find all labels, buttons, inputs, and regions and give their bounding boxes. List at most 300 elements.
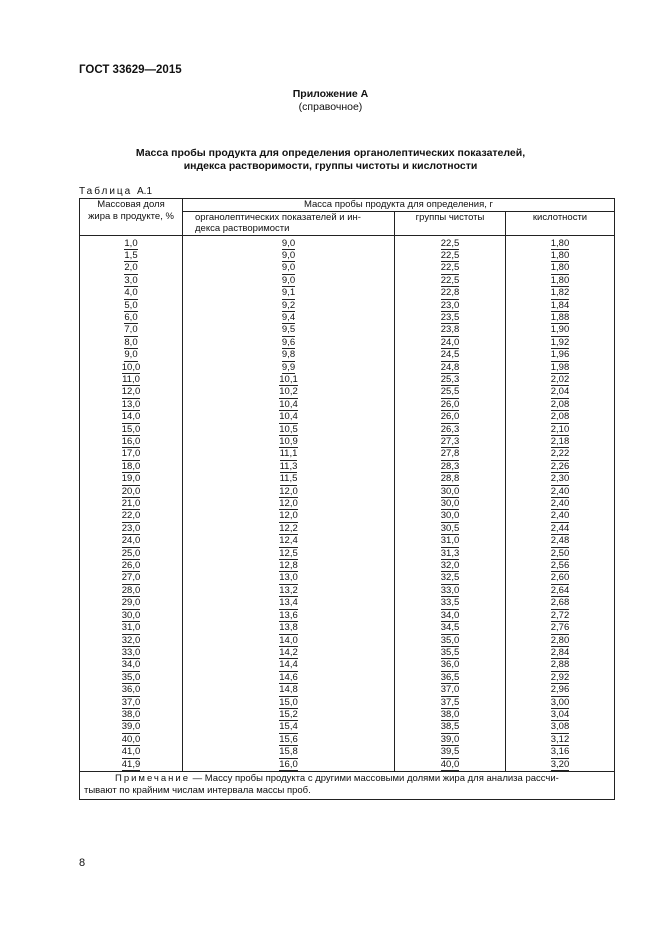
cell-acidity-mass — [506, 572, 615, 584]
cell-value: 22,5 — [440, 262, 460, 274]
cell-purity-mass — [395, 235, 506, 250]
cell-acidity-mass — [506, 461, 615, 473]
cell-value: 3,16 — [550, 746, 570, 758]
cell-fat-fraction — [80, 535, 183, 547]
cell-value: 35,0 — [121, 671, 141, 683]
cell-value: 17,0 — [121, 448, 141, 460]
cell-value: 2,26 — [550, 460, 570, 472]
cell-acidity-mass — [506, 498, 615, 510]
table-row — [80, 548, 615, 560]
cell-fat-fraction — [80, 337, 183, 349]
cell-value: 30,5 — [440, 522, 460, 534]
cell-value: 1,84 — [550, 299, 570, 311]
cell-value: 40,0 — [440, 758, 460, 770]
cell-value: 7,0 — [124, 324, 138, 336]
table-row — [80, 647, 615, 659]
cell-purity-mass — [395, 399, 506, 411]
cell-acidity-mass — [506, 548, 615, 560]
cell-value: 9,6 — [281, 336, 296, 348]
cell-value: 9,1 — [281, 287, 296, 299]
cell-value: 13,0 — [121, 398, 141, 410]
cell-value: 9,4 — [281, 311, 296, 323]
cell-purity-mass — [395, 535, 506, 547]
cell-value: 13,0 — [279, 572, 298, 584]
cell-fat-fraction — [80, 486, 183, 498]
cell-organoleptic-mass — [183, 386, 395, 398]
cell-organoleptic-mass — [183, 684, 395, 696]
table-row — [80, 523, 615, 535]
cell-value: 2,84 — [550, 646, 570, 658]
cell-value: 2,76 — [550, 622, 570, 634]
cell-fat-fraction — [80, 510, 183, 522]
table-row — [80, 486, 615, 498]
cell-value: 41,9 — [121, 758, 141, 770]
cell-organoleptic-mass — [183, 486, 395, 498]
cell-purity-mass — [395, 510, 506, 522]
cell-purity-mass — [395, 672, 506, 684]
cell-acidity-mass — [506, 759, 615, 772]
cell-value: 23,0 — [440, 299, 460, 311]
cell-fat-fraction — [80, 448, 183, 460]
cell-value: 36,0 — [440, 659, 460, 671]
document-code: ГОСТ 33629—2015 — [79, 64, 182, 76]
cell-value: 14,8 — [279, 684, 298, 696]
cell-organoleptic-mass — [183, 560, 395, 572]
cell-acidity-mass — [506, 337, 615, 349]
cell-value: 2,64 — [550, 584, 570, 596]
cell-purity-mass — [395, 386, 506, 398]
cell-value: 28,3 — [440, 460, 460, 472]
cell-value: 27,8 — [440, 448, 460, 460]
cell-purity-mass — [395, 647, 506, 659]
cell-value: 28,0 — [121, 584, 141, 596]
table-row — [80, 610, 615, 622]
cell-purity-mass — [395, 362, 506, 374]
cell-acidity-mass — [506, 374, 615, 386]
cell-value: 10,9 — [279, 436, 298, 447]
cell-organoleptic-mass — [183, 399, 395, 411]
cell-value: 31,0 — [121, 622, 141, 634]
cell-purity-mass — [395, 572, 506, 584]
cell-value: 11,3 — [279, 460, 298, 472]
title-line-2: индекса растворимости, группы чистоты и кислотности — [183, 160, 478, 172]
cell-organoleptic-mass — [183, 585, 395, 597]
cell-purity-mass — [395, 684, 506, 696]
cell-value: 9,0 — [281, 249, 296, 261]
cell-purity-mass — [395, 436, 506, 448]
cell-fat-fraction — [80, 374, 183, 386]
cell-value: 39,5 — [440, 746, 460, 758]
cell-value: 25,0 — [121, 547, 141, 559]
cell-organoleptic-mass — [183, 473, 395, 485]
cell-acidity-mass — [506, 399, 615, 411]
cell-purity-mass — [395, 461, 506, 473]
note-line-1: — Массу пробы продукта с другими массовыми долями жира для анализа рассчи- — [190, 772, 559, 784]
table-row — [80, 672, 615, 684]
cell-value: 3,08 — [550, 721, 570, 733]
cell-acidity-mass — [506, 235, 615, 250]
cell-organoleptic-mass — [183, 610, 395, 622]
cell-value: 2,40 — [550, 485, 570, 497]
table-row — [80, 498, 615, 510]
table-row — [80, 659, 615, 671]
cell-value: 23,0 — [121, 522, 141, 534]
cell-fat-fraction — [80, 262, 183, 274]
table-row — [80, 324, 615, 336]
cell-fat-fraction — [80, 349, 183, 361]
table-row — [80, 287, 615, 299]
cell-value: 11,1 — [279, 448, 298, 460]
cell-purity-mass — [395, 597, 506, 609]
cell-value: 12,8 — [279, 560, 298, 572]
cell-value: 2,40 — [550, 498, 570, 510]
cell-organoleptic-mass — [183, 436, 395, 448]
table-row — [80, 448, 615, 460]
table-row — [80, 399, 615, 411]
cell-organoleptic-mass — [183, 362, 395, 374]
cell-purity-mass — [395, 759, 506, 772]
cell-value: 22,5 — [440, 237, 460, 249]
cell-value: 2,04 — [550, 386, 570, 398]
cell-organoleptic-mass — [183, 510, 395, 522]
cell-value: 1,80 — [550, 249, 570, 261]
cell-organoleptic-mass — [183, 635, 395, 647]
cell-organoleptic-mass — [183, 324, 395, 336]
cell-acidity-mass — [506, 312, 615, 324]
cell-purity-mass — [395, 337, 506, 349]
cell-value: 33,0 — [121, 646, 141, 658]
cell-value: 12,0 — [279, 485, 298, 497]
cell-organoleptic-mass — [183, 523, 395, 535]
cell-value: 35,5 — [440, 646, 460, 658]
cell-value: 1,90 — [550, 324, 570, 336]
cell-value: 9,0 — [281, 237, 296, 249]
cell-fat-fraction — [80, 672, 183, 684]
cell-purity-mass — [395, 411, 506, 423]
header-org-line-2: декса растворимости — [195, 223, 290, 234]
table-row — [80, 597, 615, 609]
cell-value: 2,22 — [550, 448, 570, 460]
cell-organoleptic-mass — [183, 734, 395, 746]
table-row — [80, 510, 615, 522]
cell-value: 1,5 — [124, 249, 138, 261]
cell-acidity-mass — [506, 734, 615, 746]
cell-value: 29,0 — [121, 597, 141, 609]
cell-value: 2,72 — [550, 609, 570, 621]
cell-fat-fraction — [80, 523, 183, 535]
table-label-number: А.1 — [137, 186, 153, 197]
table-row — [80, 411, 615, 423]
cell-acidity-mass — [506, 349, 615, 361]
cell-organoleptic-mass — [183, 622, 395, 634]
cell-acidity-mass — [506, 697, 615, 709]
cell-value: 3,00 — [550, 696, 570, 708]
cell-value: 9,0 — [281, 274, 296, 286]
cell-acidity-mass — [506, 287, 615, 299]
cell-fat-fraction — [80, 386, 183, 398]
cell-purity-mass — [395, 734, 506, 746]
cell-value: 38,0 — [440, 708, 460, 720]
cell-value: 12,2 — [279, 522, 298, 534]
cell-fat-fraction — [80, 399, 183, 411]
table-row — [80, 424, 615, 436]
cell-value: 14,0 — [121, 411, 141, 423]
cell-value: 2,40 — [550, 510, 570, 522]
cell-organoleptic-mass — [183, 659, 395, 671]
cell-value: 1,92 — [550, 336, 570, 348]
cell-purity-mass — [395, 721, 506, 733]
table-label-word: Таблица — [79, 186, 133, 197]
appendix-heading — [0, 88, 661, 114]
cell-value: 2,68 — [550, 597, 570, 609]
cell-value: 23,5 — [440, 311, 460, 323]
cell-purity-mass — [395, 250, 506, 262]
cell-value: 15,6 — [279, 733, 298, 745]
cell-fat-fraction — [80, 275, 183, 287]
cell-value: 2,44 — [550, 522, 570, 534]
cell-organoleptic-mass — [183, 498, 395, 510]
cell-value: 6,0 — [124, 311, 138, 323]
header-fat-line-1: Массовая доля — [97, 199, 165, 210]
table-row — [80, 697, 615, 709]
cell-acidity-mass — [506, 250, 615, 262]
cell-value: 2,48 — [550, 535, 570, 547]
cell-organoleptic-mass — [183, 275, 395, 287]
cell-purity-mass — [395, 610, 506, 622]
cell-value: 2,56 — [550, 560, 570, 572]
cell-value: 11,0 — [122, 373, 140, 385]
cell-value: 12,4 — [279, 535, 298, 547]
cell-fat-fraction — [80, 300, 183, 312]
cell-purity-mass — [395, 498, 506, 510]
cell-purity-mass — [395, 324, 506, 336]
appendix-title: Приложение А — [292, 88, 369, 100]
table-row — [80, 684, 615, 696]
cell-value: 25,3 — [440, 373, 460, 385]
cell-purity-mass — [395, 659, 506, 671]
cell-value: 26,3 — [440, 423, 460, 435]
cell-value: 32,5 — [440, 572, 460, 584]
cell-value: 2,0 — [124, 262, 138, 274]
cell-value: 15,0 — [279, 696, 298, 708]
cell-value: 1,80 — [550, 262, 570, 274]
cell-organoleptic-mass — [183, 312, 395, 324]
cell-value: 35,0 — [440, 634, 460, 646]
cell-acidity-mass — [506, 597, 615, 609]
cell-value: 1,82 — [550, 287, 570, 299]
cell-purity-mass — [395, 448, 506, 460]
cell-organoleptic-mass — [183, 287, 395, 299]
cell-value: 14,0 — [279, 634, 298, 646]
cell-value: 1,0 — [124, 237, 138, 249]
cell-organoleptic-mass — [183, 597, 395, 609]
cell-acidity-mass — [506, 746, 615, 758]
cell-purity-mass — [395, 523, 506, 535]
cell-acidity-mass — [506, 424, 615, 436]
cell-value: 30,0 — [440, 510, 460, 522]
cell-purity-mass — [395, 262, 506, 274]
cell-fat-fraction — [80, 324, 183, 336]
cell-value: 2,88 — [550, 659, 570, 671]
table-row — [80, 362, 615, 374]
document-title — [0, 147, 661, 173]
cell-fat-fraction — [80, 235, 183, 250]
cell-value: 18,0 — [121, 460, 141, 472]
header-purity-group: группы чистоты — [395, 211, 506, 235]
cell-value: 2,02 — [550, 373, 570, 385]
cell-value: 2,50 — [550, 547, 570, 559]
header-fat-fraction — [80, 199, 183, 236]
cell-value: 30,0 — [440, 498, 460, 510]
cell-organoleptic-mass — [183, 349, 395, 361]
cell-acidity-mass — [506, 610, 615, 622]
cell-value: 9,5 — [281, 324, 296, 336]
cell-value: 24,0 — [121, 535, 141, 547]
cell-value: 16,0 — [121, 436, 141, 447]
table-row — [80, 300, 615, 312]
cell-organoleptic-mass — [183, 697, 395, 709]
table-body — [80, 235, 615, 771]
cell-acidity-mass — [506, 647, 615, 659]
cell-value: 22,0 — [121, 510, 141, 522]
cell-fat-fraction — [80, 572, 183, 584]
cell-acidity-mass — [506, 622, 615, 634]
cell-value: 14,6 — [279, 671, 298, 683]
cell-value: 28,8 — [440, 473, 460, 485]
cell-acidity-mass — [506, 523, 615, 535]
cell-acidity-mass — [506, 709, 615, 721]
cell-value: 26,0 — [440, 398, 460, 410]
cell-acidity-mass — [506, 473, 615, 485]
cell-acidity-mass — [506, 684, 615, 696]
cell-value: 3,0 — [124, 274, 138, 286]
cell-value: 25,5 — [440, 386, 460, 398]
cell-acidity-mass — [506, 448, 615, 460]
note-prefix: Примечание — [115, 772, 190, 784]
note-line-2: тывают по крайним числам интервала массы проб. — [84, 784, 311, 796]
table-row — [80, 734, 615, 746]
cell-fat-fraction — [80, 498, 183, 510]
table-row — [80, 585, 615, 597]
cell-value: 13,2 — [279, 584, 298, 596]
cell-purity-mass — [395, 424, 506, 436]
cell-acidity-mass — [506, 300, 615, 312]
cell-value: 15,0 — [121, 423, 141, 435]
cell-value: 34,5 — [440, 622, 460, 634]
cell-value: 13,6 — [279, 609, 298, 621]
cell-value: 4,0 — [124, 287, 138, 299]
cell-acidity-mass — [506, 585, 615, 597]
cell-value: 36,5 — [440, 671, 460, 683]
cell-value: 24,5 — [440, 349, 460, 361]
cell-value: 12,5 — [279, 547, 298, 559]
cell-fat-fraction — [80, 746, 183, 758]
table-row — [80, 312, 615, 324]
cell-purity-mass — [395, 349, 506, 361]
table-row — [80, 759, 615, 772]
cell-value: 22,8 — [440, 287, 460, 299]
table-note — [80, 771, 615, 799]
cell-organoleptic-mass — [183, 448, 395, 460]
cell-purity-mass — [395, 746, 506, 758]
cell-value: 30,0 — [440, 485, 460, 497]
cell-fat-fraction — [80, 622, 183, 634]
cell-organoleptic-mass — [183, 337, 395, 349]
header-acidity: кислотности — [506, 211, 615, 235]
cell-fat-fraction — [80, 250, 183, 262]
cell-fat-fraction — [80, 721, 183, 733]
cell-value: 11,5 — [279, 473, 298, 485]
table-row — [80, 374, 615, 386]
appendix-subtitle: (справочное) — [298, 101, 363, 113]
cell-value: 24,0 — [440, 336, 460, 348]
cell-value: 12,0 — [121, 386, 141, 398]
cell-acidity-mass — [506, 386, 615, 398]
cell-fat-fraction — [80, 411, 183, 423]
table-row — [80, 349, 615, 361]
cell-value: 15,2 — [279, 708, 298, 720]
table-row — [80, 572, 615, 584]
cell-value: 20,0 — [121, 485, 141, 497]
cell-organoleptic-mass — [183, 374, 395, 386]
cell-value: 3,04 — [550, 708, 570, 720]
cell-value: 10,4 — [279, 398, 298, 410]
cell-acidity-mass — [506, 324, 615, 336]
cell-value: 24,8 — [440, 361, 460, 373]
cell-value: 10,2 — [279, 386, 298, 398]
table-row — [80, 461, 615, 473]
cell-value: 15,8 — [279, 746, 298, 758]
cell-value: 14,4 — [279, 659, 298, 671]
cell-acidity-mass — [506, 635, 615, 647]
cell-value: 33,5 — [440, 597, 460, 609]
table-row — [80, 262, 615, 274]
cell-value: 23,8 — [440, 324, 460, 336]
cell-organoleptic-mass — [183, 235, 395, 250]
cell-value: 9,8 — [281, 349, 296, 361]
cell-organoleptic-mass — [183, 647, 395, 659]
cell-organoleptic-mass — [183, 721, 395, 733]
cell-value: 31,3 — [440, 547, 460, 559]
cell-organoleptic-mass — [183, 535, 395, 547]
header-sample-mass-group: Масса пробы продукта для определения, г — [183, 199, 615, 212]
table-label — [79, 186, 152, 197]
cell-value: 34,0 — [121, 659, 141, 671]
cell-value: 37,0 — [121, 696, 141, 708]
header-organoleptic — [183, 211, 395, 235]
cell-purity-mass — [395, 560, 506, 572]
cell-value: 34,0 — [440, 609, 460, 621]
cell-value: 31,0 — [440, 535, 460, 547]
cell-value: 16,0 — [279, 758, 298, 770]
title-line-1: Масса пробы продукта для определения органолептических показателей, — [135, 147, 526, 159]
table-row — [80, 275, 615, 287]
cell-value: 2,10 — [550, 423, 570, 435]
table-row — [80, 337, 615, 349]
cell-value: 10,1 — [279, 373, 298, 385]
cell-acidity-mass — [506, 721, 615, 733]
cell-value: 38,5 — [440, 721, 460, 733]
cell-purity-mass — [395, 585, 506, 597]
cell-acidity-mass — [506, 510, 615, 522]
cell-organoleptic-mass — [183, 411, 395, 423]
cell-fat-fraction — [80, 597, 183, 609]
cell-value: 26,0 — [440, 411, 460, 423]
cell-value: 41,0 — [121, 746, 141, 758]
cell-value: 1,98 — [550, 361, 570, 373]
table-row — [80, 436, 615, 448]
table-row — [80, 709, 615, 721]
